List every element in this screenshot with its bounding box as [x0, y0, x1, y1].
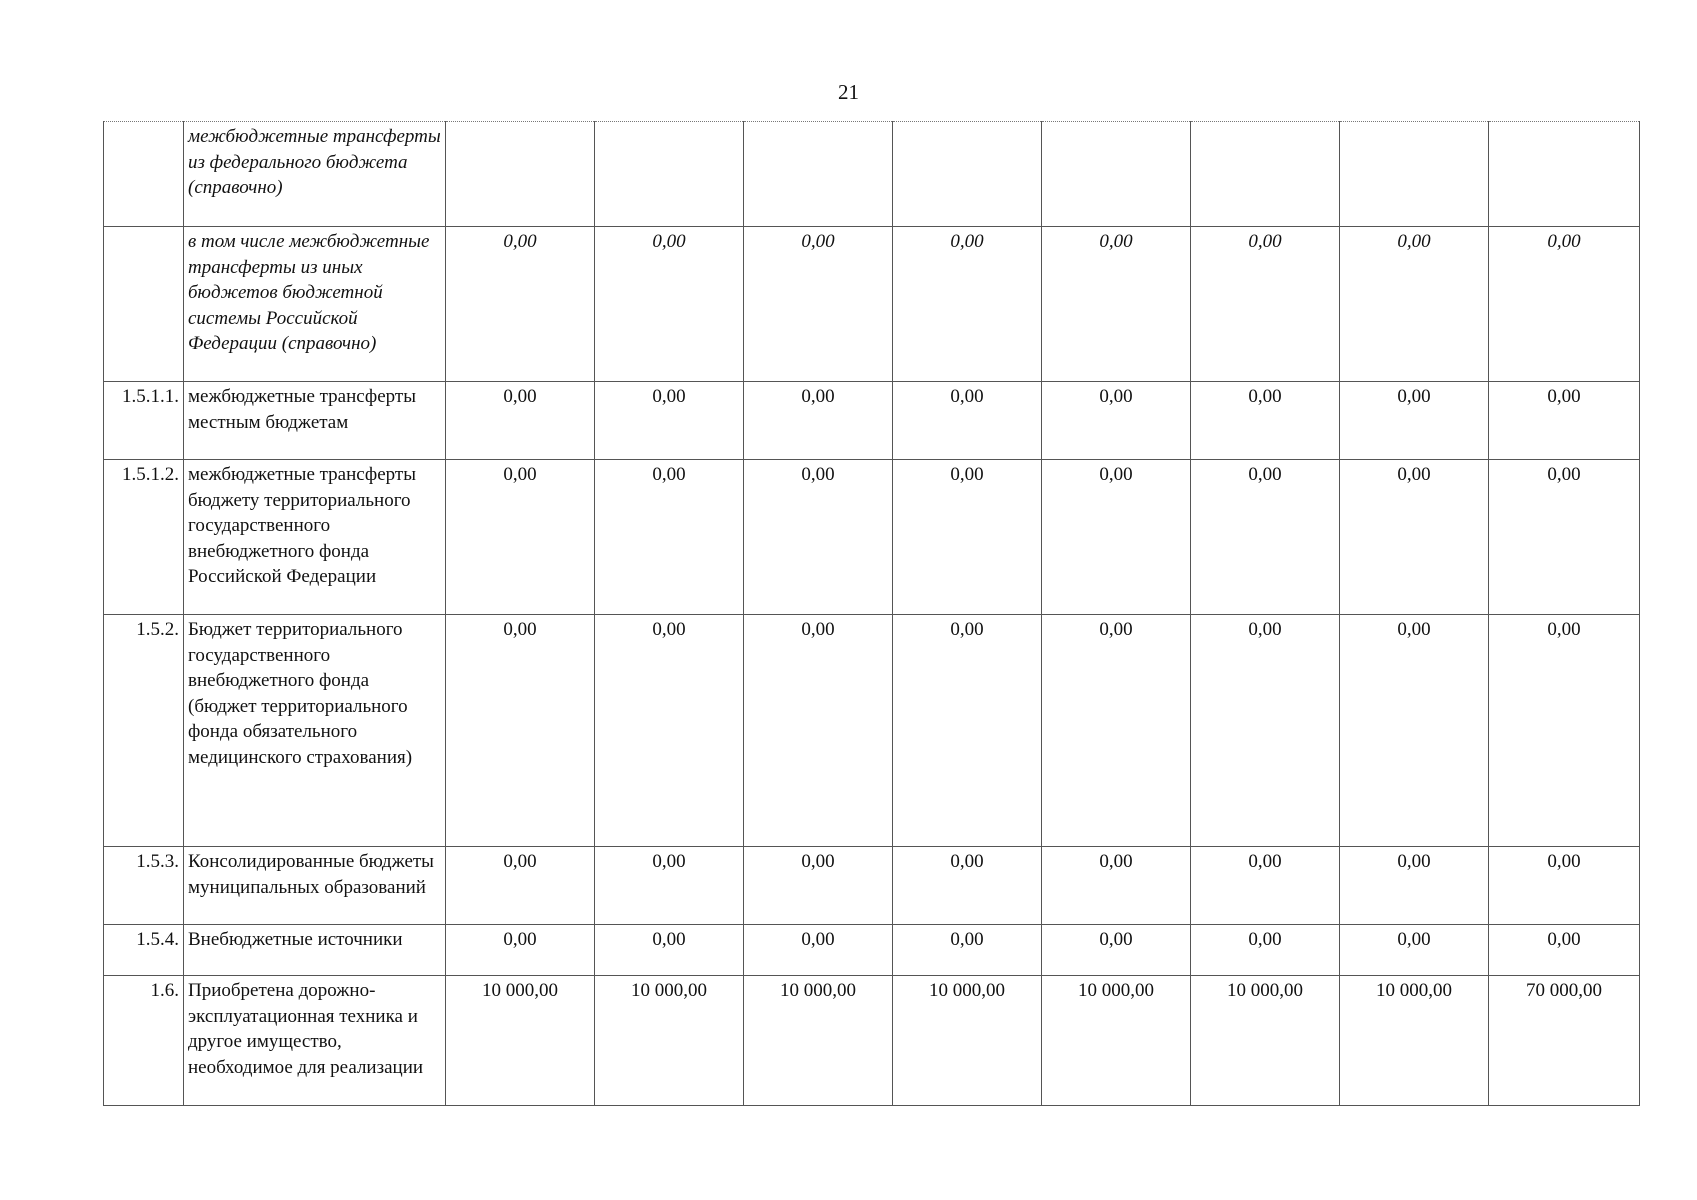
value-cell: 0,00 — [1191, 460, 1340, 615]
value-cell: 0,00 — [1042, 227, 1191, 382]
row-name: Внебюджетные источники — [184, 925, 446, 976]
table-row — [104, 382, 1640, 460]
value-cell: 0,00 — [893, 925, 1042, 976]
row-name: Приобретена дорожно-эксплуатационная техника и другое имущество, необходимое для реализации — [184, 976, 446, 1106]
value-cell: 0,00 — [446, 615, 595, 847]
value-cell: 0,00 — [446, 227, 595, 382]
value-cell: 0,00 — [595, 460, 744, 615]
value-cell: 0,00 — [744, 847, 893, 925]
budget-table — [103, 121, 1640, 1106]
table-row — [104, 460, 1640, 615]
value-cell — [595, 122, 744, 227]
table-row — [104, 227, 1640, 382]
value-cell: 0,00 — [1340, 227, 1489, 382]
row-name: межбюджетные трансферты из федерального бюджета (справочно) — [184, 122, 446, 227]
value-cell: 10 000,00 — [446, 976, 595, 1106]
value-cell: 0,00 — [1340, 847, 1489, 925]
value-cell: 0,00 — [893, 227, 1042, 382]
value-cell: 10 000,00 — [595, 976, 744, 1106]
value-cell: 0,00 — [595, 382, 744, 460]
row-number: 1.6. — [104, 976, 184, 1106]
row-number: 1.5.2. — [104, 615, 184, 847]
value-cell: 0,00 — [893, 460, 1042, 615]
value-cell: 0,00 — [1489, 382, 1640, 460]
row-number: 1.5.3. — [104, 847, 184, 925]
table-row — [104, 976, 1640, 1106]
row-name: межбюджетные трансферты бюджету территориального государственного внебюджетного фонда Российской Федерации — [184, 460, 446, 615]
value-cell: 0,00 — [595, 847, 744, 925]
value-cell: 0,00 — [1042, 460, 1191, 615]
value-cell: 0,00 — [1191, 847, 1340, 925]
table-row — [104, 847, 1640, 925]
value-cell: 0,00 — [1489, 460, 1640, 615]
value-cell — [1042, 122, 1191, 227]
value-cell: 0,00 — [1340, 382, 1489, 460]
value-cell: 0,00 — [1191, 382, 1340, 460]
value-cell: 0,00 — [893, 847, 1042, 925]
value-cell: 10 000,00 — [744, 976, 893, 1106]
value-cell — [744, 122, 893, 227]
row-number: 1.5.1.1. — [104, 382, 184, 460]
row-number: 1.5.1.2. — [104, 460, 184, 615]
value-cell: 0,00 — [744, 925, 893, 976]
value-cell: 10 000,00 — [1340, 976, 1489, 1106]
value-cell: 0,00 — [1489, 925, 1640, 976]
value-cell: 0,00 — [1042, 615, 1191, 847]
value-cell: 0,00 — [1042, 925, 1191, 976]
value-cell: 0,00 — [1191, 925, 1340, 976]
row-name: Бюджет территориального государственного внебюджетного фонда (бюджет территориального фонда обязательного медицинского страхования) — [184, 615, 446, 847]
value-cell: 0,00 — [595, 925, 744, 976]
value-cell — [1191, 122, 1340, 227]
value-cell: 10 000,00 — [1191, 976, 1340, 1106]
value-cell: 0,00 — [893, 615, 1042, 847]
row-name: межбюджетные трансферты местным бюджетам — [184, 382, 446, 460]
value-cell — [893, 122, 1042, 227]
table-row — [104, 615, 1640, 847]
value-cell: 0,00 — [446, 460, 595, 615]
row-number: 1.5.4. — [104, 925, 184, 976]
value-cell — [446, 122, 595, 227]
table-row — [104, 122, 1640, 227]
row-name: Консолидированные бюджеты муниципальных образований — [184, 847, 446, 925]
value-cell: 0,00 — [595, 227, 744, 382]
page-number: 21 — [838, 80, 859, 104]
value-cell: 0,00 — [1191, 615, 1340, 847]
value-cell — [1340, 122, 1489, 227]
value-cell: 0,00 — [1489, 615, 1640, 847]
value-cell: 0,00 — [1489, 227, 1640, 382]
value-cell: 0,00 — [1340, 925, 1489, 976]
value-cell: 0,00 — [744, 227, 893, 382]
value-cell: 70 000,00 — [1489, 976, 1640, 1106]
value-cell: 0,00 — [1489, 847, 1640, 925]
table-row — [104, 925, 1640, 976]
value-cell: 0,00 — [744, 615, 893, 847]
value-cell: 0,00 — [744, 460, 893, 615]
value-cell: 0,00 — [893, 382, 1042, 460]
value-cell: 0,00 — [595, 615, 744, 847]
value-cell: 10 000,00 — [1042, 976, 1191, 1106]
value-cell: 0,00 — [744, 382, 893, 460]
value-cell: 0,00 — [446, 382, 595, 460]
value-cell: 0,00 — [1042, 382, 1191, 460]
value-cell: 0,00 — [446, 925, 595, 976]
row-number — [104, 122, 184, 227]
value-cell: 0,00 — [1340, 460, 1489, 615]
value-cell — [1489, 122, 1640, 227]
value-cell: 10 000,00 — [893, 976, 1042, 1106]
value-cell: 0,00 — [1042, 847, 1191, 925]
value-cell: 0,00 — [1340, 615, 1489, 847]
value-cell: 0,00 — [1191, 227, 1340, 382]
row-name: в том числе межбюджетные трансферты из иных бюджетов бюджетной системы Российской Федерации (справочно) — [184, 227, 446, 382]
value-cell: 0,00 — [446, 847, 595, 925]
row-number — [104, 227, 184, 382]
